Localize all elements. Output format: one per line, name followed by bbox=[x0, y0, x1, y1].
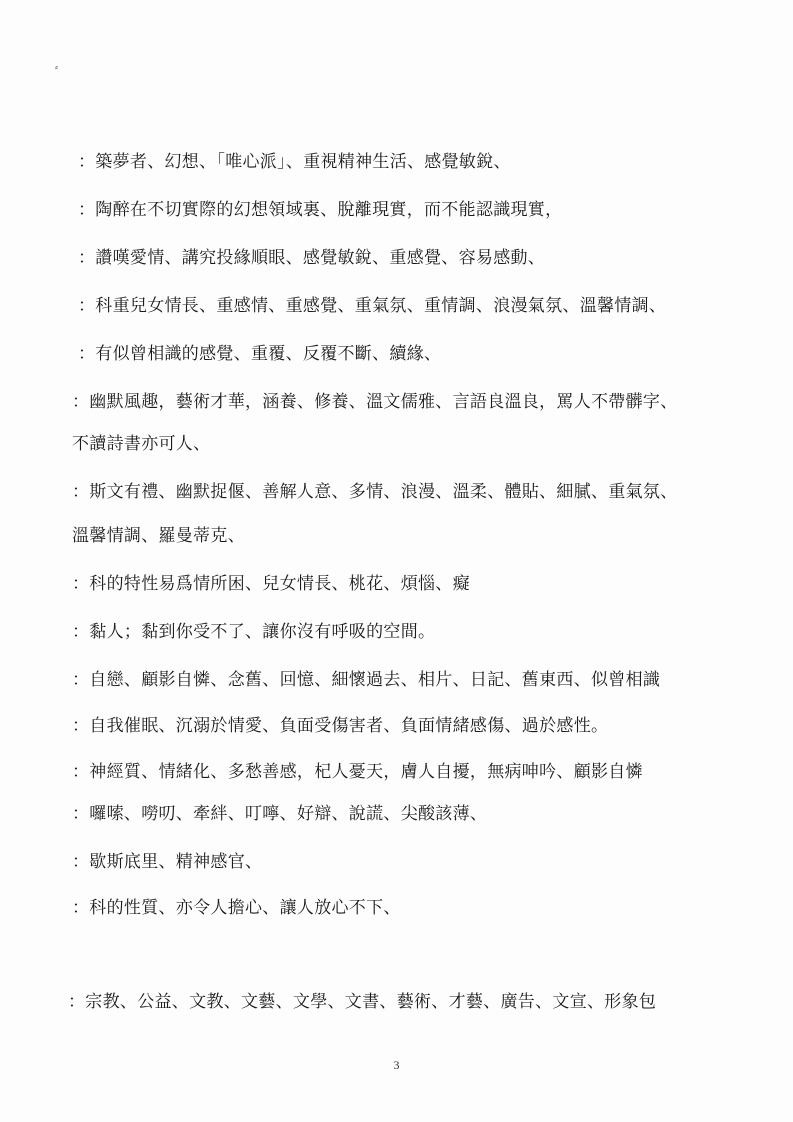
text-line-1: ：築夢者、幻想、「唯心派」、重視精神生活、感覺敏銳、 bbox=[78, 152, 511, 172]
text-line-3: ：讚嘆愛情、講究投緣順眼、感覺敏銳、重感覺、容易感動、 bbox=[78, 248, 546, 268]
text-line-18: ：宗教、公益、文教、文藝、文學、文書、藝術、才藝、廣告、文宣、形象包 bbox=[68, 992, 657, 1012]
page-number: 3 bbox=[393, 1058, 400, 1072]
corner-mark: ⸗ bbox=[55, 63, 58, 73]
text-line-8: ：斯文有禮、幽默捉偃、善解人意、多情、浪漫、溫柔、體貼、細膩、重氣氛、 bbox=[72, 482, 678, 502]
text-line-2: ：陶醉在不切實際的幻想領域裏、脫離現實，而不能認識現實， bbox=[78, 200, 563, 220]
text-line-10: ：科的特性易爲情所困、兒女情長、桃花、煩惱、癡 bbox=[72, 574, 470, 594]
text-line-9: 溫馨情調、羅曼蒂克、 bbox=[72, 526, 245, 546]
text-line-16: ：歇斯底里、精神感官、 bbox=[72, 852, 263, 872]
text-line-5: ：有似曾相識的感覺、重覆、反覆不斷、續緣、 bbox=[78, 344, 442, 364]
text-line-6: ：幽默風趣，藝術才華，涵養、修養、溫文儒雅、言語良溫良，罵人不帶髒字、 bbox=[72, 392, 678, 412]
text-line-15: ：囉嗦、嘮叨、牽絆、叮嚀、好辯、說謊、尖酸該薄、 bbox=[72, 804, 488, 824]
text-line-17: ：科的性質、亦令人擔心、讓人放心不下、 bbox=[72, 898, 401, 918]
text-line-11: ：黏人；黏到你受不了、讓你沒有呼吸的空間。 bbox=[72, 622, 436, 642]
text-line-4: ：科重兒女情長、重感情、重感覺、重氣氛、重情調、浪漫氣氛、溫馨情調、 bbox=[78, 296, 667, 316]
text-line-7: 不讀詩書亦可人、 bbox=[72, 434, 211, 454]
text-line-14: ：神經質、情緒化、多愁善感，杞人憂天，膚人自擾，無病呻吟、顧影自憐 bbox=[72, 762, 643, 782]
text-line-13: ：自我催眠、沉溺於情愛、負面受傷害者、負面情緒感傷、過於感性。 bbox=[72, 716, 609, 736]
text-line-12: ：自戀、顧影自憐、念舊、回憶、細懷過去、相片、日記、舊東西、似曾相識 bbox=[72, 670, 661, 690]
